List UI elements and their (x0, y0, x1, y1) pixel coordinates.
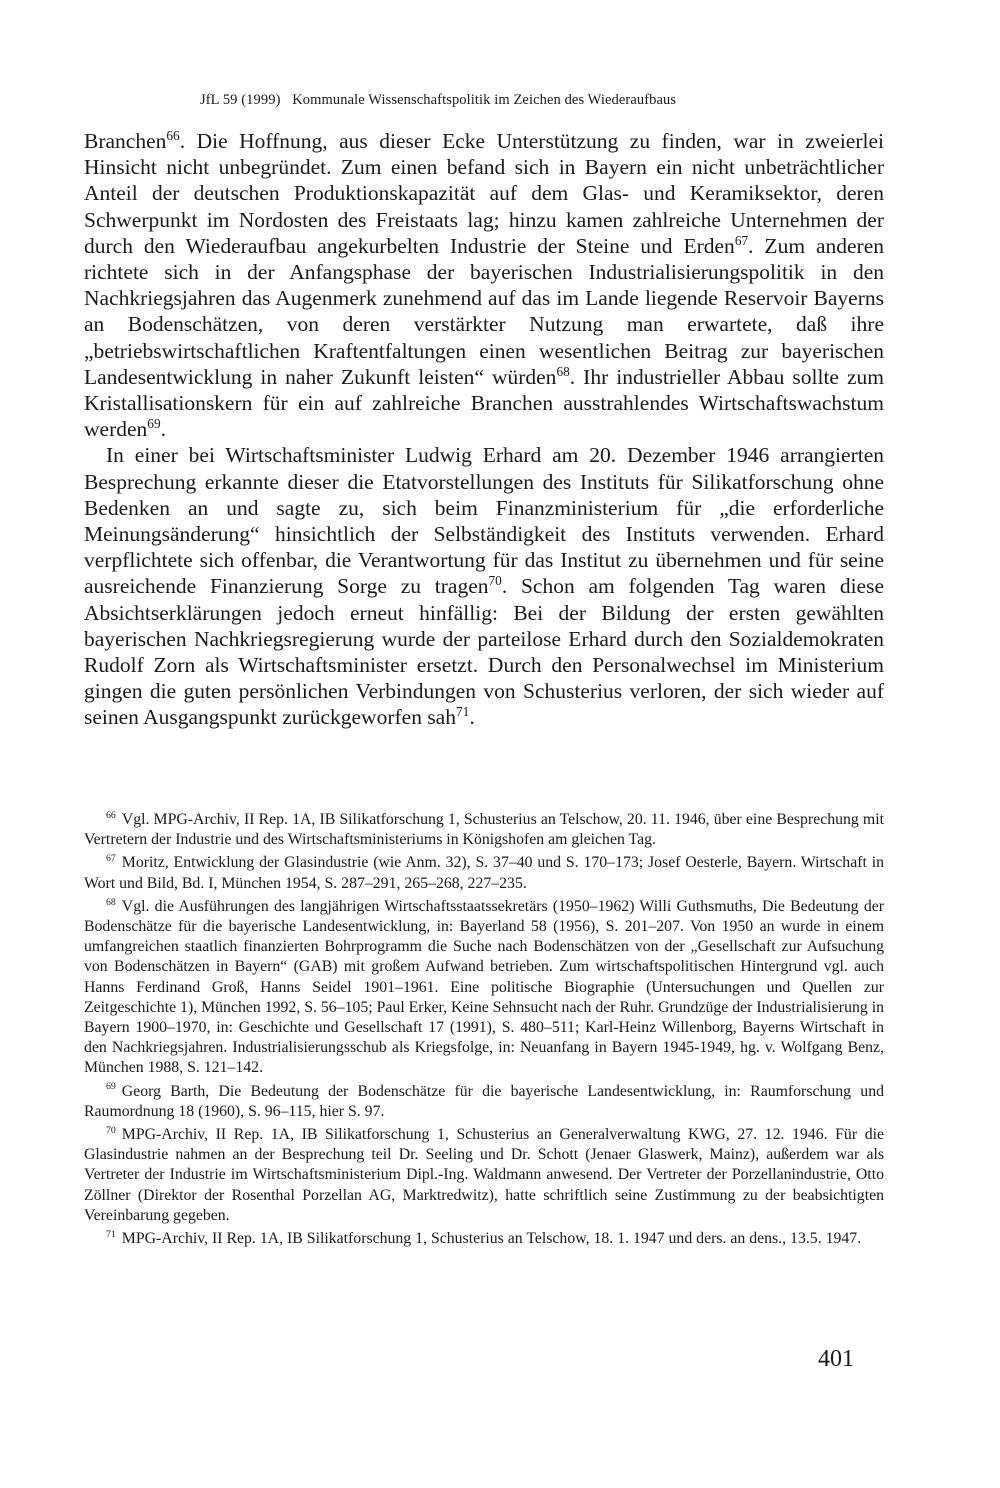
footnote (84, 897, 884, 1079)
footnote-text: Vgl. die Ausführungen des langjährigen Wirtschaftsstaatssekretärs (1950–1962) Willi Guthsmuths, Die Bedeutung der Bodenschätze für die bayerische Landesentwicklung, in: Bayerland 58 (1956), S. 201–207. Von 1950 an wurde in einem umfangreichen staatlich finanzierten Bohrprogramm die Suche nach Bodenschätzen von der „Gesellschaft zur Aufsuchung von Bodenschätzen in Bayern“ (GAB) mit großem Aufwand betrieben. Zum wirtschaftspolitischen Hintergrund vgl. auch Hanns Ferdinand Groß, Hanns Seidel 1901–1961. Eine politische Biographie (Untersuchungen und Quellen zur Zeitgeschichte 1), München 1992, S. 56–105; Paul Erker, Keine Sehnsucht nach der Ruhr. Grundzüge der Industrialisierung in Bayern 1900–1970, in: Geschichte und Gesellschaft 17 (1991), S. 480–511; Karl-Heinz Willenborg, Bayerns Wirtschaft in den Nachkriegsjahren. Industrialisierungsschub als Kriegsfolge, in: Neuanfang in Bayern 1945-1949, hg. v. Wolfgang Benz, München 1988, S. 121–142. (84, 897, 884, 1077)
text-run: . (160, 417, 166, 442)
body-text (84, 128, 884, 731)
footnote-number: 70 (106, 1124, 116, 1136)
footnote-text: MPG-Archiv, II Rep. 1A, IB Silikatforschung 1, Schusterius an Telschow, 18. 1. 1947 und ders. an dens., 13.5. 1947. (121, 1230, 862, 1248)
body-paragraph (84, 442, 884, 730)
footnote-ref: 67 (734, 232, 749, 248)
footnote-number: 71 (106, 1228, 116, 1240)
text-run: Branchen (84, 129, 167, 153)
footnote (84, 853, 884, 893)
text-run: . Die Hoffnung, aus dieser Ecke Unterstützung zu finden, war in zweierlei Hinsicht nicht unbegründet. Zum einen befand sich in Bayern ein nicht unbeträchtlicher Anteil der deutschen Produktionskapazität auf dem Glas- und Keramiksektor, deren Schwerpunkt im Nordosten des Freistaats lag; hinzu kamen zahlreiche Unternehmen der durch den Wiederaufbau angekurbelten Industrie der Steine und Erden (84, 129, 884, 258)
footnote-text: Vgl. MPG-Archiv, II Rep. 1A, IB Silikatforschung 1, Schusterius an Telschow, 20. 11. 1946, über eine Besprechung mit Vertretern der Industrie und des Wirtschaftsministeriums in Königshofen am gleichen Tag. (84, 811, 884, 849)
page-number: 401 (818, 1346, 854, 1372)
footnote-ref: 69 (147, 416, 161, 432)
text-run: . Schon am folgenden Tag waren diese Absichtserklärungen jedoch erneut hinfällig: Bei der Bildung der ersten gewählten bayerischen Nachkriegsregierung wurde der parteilose Erhard durch den Sozialdemokraten Rudolf Zorn als Wirtschaftsminister ersetzt. Durch den Personalwechsel im Ministerium gingen die guten persönlichen Verbindungen von Schusterius verloren, der sich wieder auf seinen Ausgangspunkt zurückgeworfen sah (84, 574, 884, 730)
footnote-ref: 71 (455, 704, 470, 720)
text-run: . Zum anderen richtete sich in der Anfangsphase der bayerischen Industrialisierungspolitik in den Nachkriegsjahren das Augenmerk zunehmend auf das im Lande liegende Reservoir Bayerns an Bodenschätzen, von deren verstärkter Nutzung man erwartete, daß ihre „betriebswirtschaftlichen Kraftentfaltungen einen wesentlichen Beitrag zur bayerischen Landesentwicklung in naher Zukunft leisten“ würden (84, 233, 884, 389)
footnote (84, 1229, 884, 1249)
footnote-ref: 66 (166, 127, 180, 143)
running-header (200, 92, 880, 109)
footnote-number: 68 (106, 896, 116, 908)
footnote-number: 69 (106, 1081, 116, 1093)
footnote (84, 810, 884, 850)
journal-citation: JfL 59 (1999) (200, 92, 281, 108)
footnotes-section (84, 810, 884, 1252)
text-run: In einer bei Wirtschaftsminister Ludwig Erhard am 20. Dezember 1946 arrangierten Besprechung erkannte dieser die Etatvorstellungen des Instituts für Silikatforschung ohne Bedenken an und sagte zu, sich beim Finanzministerium für „die erforderliche Meinungsänderung“ hinsichtlich der Selbständigkeit des Instituts verwenden. Erhard verpflichtete sich offenbar, die Verantwortung für das Institut zu übernehmen und für seine ausreichende Finanzierung Sorge zu tragen (84, 443, 884, 599)
text-run: . (469, 705, 475, 730)
footnote (84, 1125, 884, 1226)
footnote-ref: 70 (488, 573, 502, 589)
footnote-number: 66 (106, 809, 116, 821)
footnote-text: Moritz, Entwicklung der Glasindustrie (wie Anm. 32), S. 37–40 und S. 170–173; Josef Oesterle, Bayern. Wirtschaft in Wort und Bild, Bd. I, München 1954, S. 287–291, 265–268, 227–235. (84, 854, 884, 892)
article-title: Kommunale Wissenschaftspolitik im Zeichen des Wiederaufbaus (292, 92, 677, 108)
body-paragraph (84, 128, 884, 442)
footnote-text: MPG-Archiv, II Rep. 1A, IB Silikatforschung 1, Schusterius an Generalverwaltung KWG, 27. 12. 1946. Für die Glasindustrie nahmen an der Besprechung teil Dr. Seeling und Dr. Schott (Jenaer Glaswerk, Mainz), außerdem war als Vertreter der Industrie im Wirtschaftsministerium Dipl.-Ing. Waldmann anwesend. Der Vertreter der Porzellanindustrie, Otto Zöllner (Direktor der Rosenthal Porzellan AG, Marktredwitz), hatte schriftlich seine Zustimmung zu der beabsichtigten Vereinbarung gegeben. (84, 1126, 884, 1224)
footnote-text: Georg Barth, Die Bedeutung der Bodenschätze für die bayerische Landesentwicklung, in: Raumforschung und Raumordnung 18 (1960), S. 96–115, hier S. 97. (84, 1082, 884, 1120)
footnote-ref: 68 (556, 363, 570, 379)
footnote (84, 1082, 884, 1122)
text-run: . Ihr industrieller Abbau sollte zum Kristallisationskern für ein auf zahlreiche Branchen ausstrahlendes Wirtschaftswachstum werden (84, 364, 885, 442)
footnote-number: 67 (106, 853, 116, 865)
